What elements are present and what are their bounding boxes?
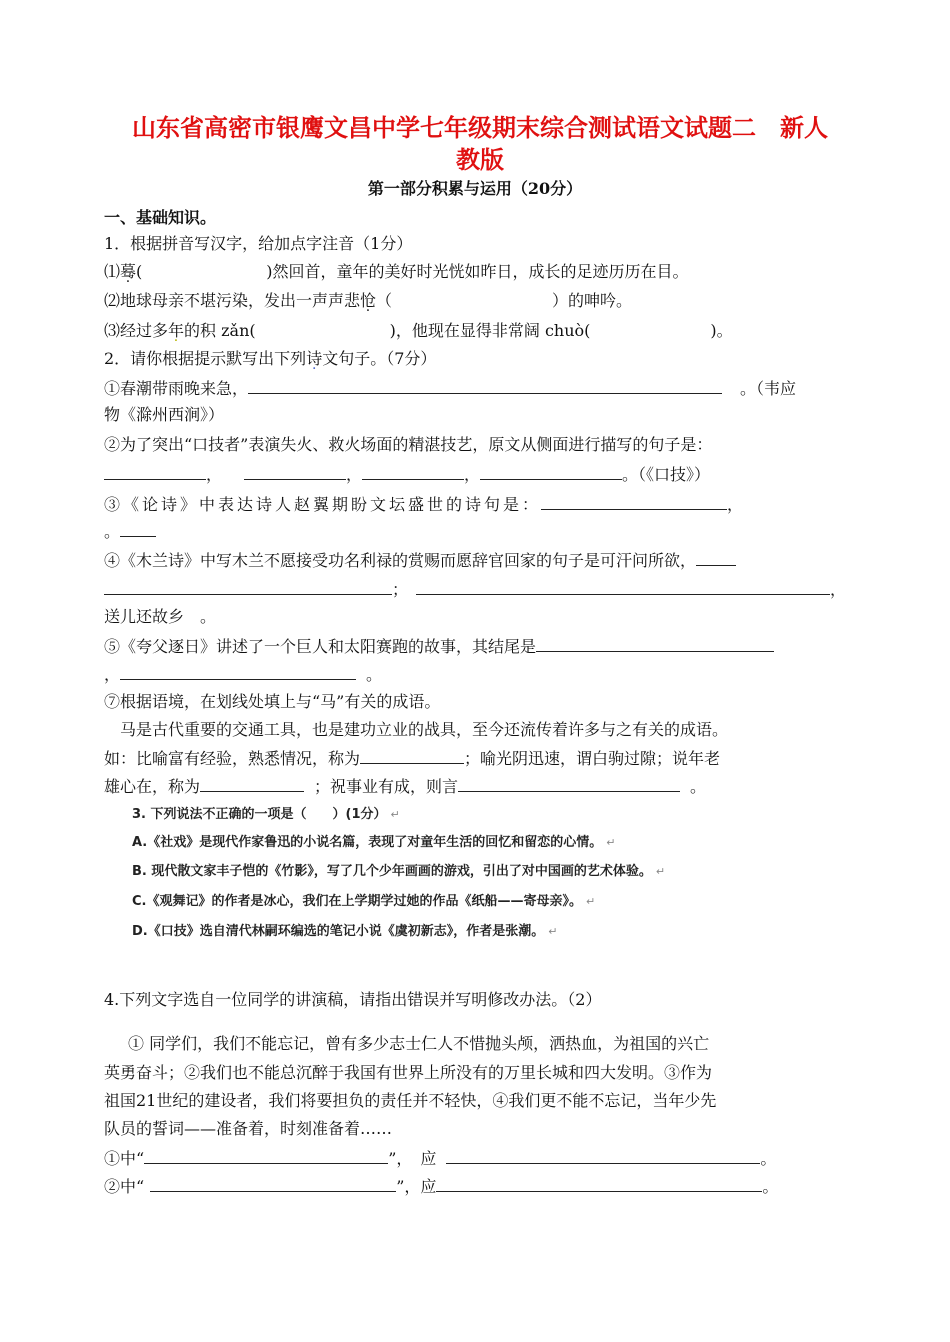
q3-option-d xyxy=(132,921,557,943)
title-line-2: 教版 xyxy=(456,146,504,174)
q2-i4-text: ④《木兰诗》中写木兰不愿接受功名利禄的赏赐而愿辞官回家的句子是可汗问所欲， xyxy=(104,551,697,570)
q2-i7-p3-mid: ；祝事业有成，则言 xyxy=(314,777,459,796)
q2-i2-blank-1[interactable] xyxy=(104,463,206,480)
q4-answer-1 xyxy=(104,1147,776,1170)
title-line-1: 山东省高密市银鹰文昌中学七年级期末综合测试语文试题二 新人 xyxy=(132,114,828,142)
q1-item-a xyxy=(104,261,689,283)
q3-option-c-text: C.《观舞记》的作者是冰心，我们在上学期学过她的作品《纸船——寄母亲》。 xyxy=(132,894,582,909)
q2-i7-para1: 马是古代重要的交通工具，也是建功立业的战具，至今还流传着许多与之有关的成语。 xyxy=(104,720,729,739)
q1-prompt: 1．根据拼音写汉字，给加点字注音（1分） xyxy=(104,234,413,253)
q2-i3-blank[interactable] xyxy=(541,493,727,510)
q2-prompt xyxy=(104,348,436,370)
q2-i1-line2: 物《滁州西涧》） xyxy=(104,405,225,424)
q2-i7-para2 xyxy=(104,747,720,770)
q4-a1-blank-2[interactable] xyxy=(446,1147,760,1164)
q4-a2-blank-2[interactable] xyxy=(436,1175,762,1192)
q1-c-pinyin-1: 的积 zǎn( xyxy=(184,321,256,340)
q2-i7-p2-rest: ；喻光阴迅速，谓白驹过隙；说年老 xyxy=(464,749,721,768)
q1-c-rest: )。 xyxy=(710,321,733,340)
q3-option-d-text: D.《口技》选自清代林嗣环编选的笔记小说《虞初新志》，作者是张潮。 xyxy=(132,924,545,939)
q4-passage-line-1: ① 同学们，我们不能忘记，曾有多少志士仁人不惜抛头颅，洒热血，为祖国的兴亡 xyxy=(112,1034,710,1053)
q3-option-c xyxy=(132,891,595,913)
q3-prompt xyxy=(132,804,400,826)
q1-item-c xyxy=(104,320,733,342)
q2-item-5 xyxy=(104,635,774,658)
q2-i2-sep-3: ， xyxy=(464,465,481,484)
q2-i7-p3-end: 。 xyxy=(690,777,707,796)
q2-item-1 xyxy=(104,377,796,400)
q2-prompt-text: 2．请你根据提示默写出下列 xyxy=(104,349,307,368)
q2-i5-line2 xyxy=(104,663,382,686)
q4-passage-line-2: 英勇奋斗；②我们也不能总沉醉于我国有世界上所没有的万里长城和四大发明。③作为 xyxy=(104,1063,713,1082)
q2-i4-sep: ； xyxy=(392,580,409,599)
return-mark-icon: ↵ xyxy=(548,925,558,938)
q4-a2-label: ②中“ xyxy=(104,1177,145,1196)
q2-i1-rest: 。（韦应 xyxy=(740,379,797,398)
q1-a-open: ( xyxy=(136,262,143,281)
part1-heading: 第一部分积累与运用（20分） xyxy=(367,179,583,198)
q2-i1-blank[interactable] xyxy=(248,377,722,394)
q3-option-a-text: A.《社戏》是现代作家鲁迅的小说名篇，表现了对童年生活的回忆和留恋的心情。 xyxy=(132,835,603,850)
q2-i2-sep-1: ， xyxy=(206,465,223,484)
q2-i2-line1: ②为了突出“口技者”表演失火、救火场面的精湛技艺，原文从侧面进行描写的句子是： xyxy=(104,435,713,454)
q2-i3-line2 xyxy=(104,520,156,543)
q2-i2-blank-3[interactable] xyxy=(362,463,464,480)
q1-b-text: ⑵地球母亲不堪污染，发出一声声悲 xyxy=(104,291,361,310)
q2-i7-line1: ⑦根据语境，在划线处填上与“马”有关的成语。 xyxy=(104,692,441,711)
q2-i3-rest: ， xyxy=(727,495,747,514)
q1-a-rest: )然回首，童年的美好时光恍如昨日，成长的足迹历历在目。 xyxy=(266,262,689,281)
q2-i7-blank-1[interactable] xyxy=(360,747,464,764)
q2-i4-line2 xyxy=(104,578,846,601)
q2-i5-end: 。 xyxy=(366,665,383,684)
q3-prompt-text: 3. 下列说法不正确的一项是（ ）(1分） xyxy=(132,807,387,822)
q3-option-a xyxy=(132,832,615,854)
q2-i4-blank-3[interactable] xyxy=(416,578,830,595)
q1-a-number: ⑴ xyxy=(104,262,121,281)
q1-item-b xyxy=(104,290,632,312)
q2-i2-rest: 。（《口技》） xyxy=(622,465,711,484)
q1-a-dotted-char: 蓦 xyxy=(120,262,137,281)
q2-i4-line3: 送儿还故乡 。 xyxy=(104,607,217,626)
q1-c-dotted-char: 年 xyxy=(168,321,185,340)
q2-i7-blank-3[interactable] xyxy=(458,775,680,792)
q2-item-4 xyxy=(104,549,736,572)
q2-i5-blank-1[interactable] xyxy=(536,635,774,652)
q2-i4-comma: ， xyxy=(830,580,847,599)
q4-passage-line-3: 祖国21世纪的建设者，我们将要担负的责任并不轻快，④我们更不能不忘记，当年少先 xyxy=(104,1091,717,1110)
q4-answer-2 xyxy=(104,1175,778,1198)
q2-i1-text: ①春潮带雨晚来急， xyxy=(104,379,249,398)
q2-i3-text: ③《论诗》中表达诗人赵翼期盼文坛盛世的诗句是： xyxy=(104,495,542,514)
exam-title xyxy=(100,112,860,176)
return-mark-icon: ↵ xyxy=(585,895,596,908)
q2-i4-blank-2[interactable] xyxy=(104,578,392,595)
q2-i5-blank-2[interactable] xyxy=(120,663,356,680)
q2-i2-sep-2: ， xyxy=(346,465,363,484)
return-mark-icon: ↵ xyxy=(655,865,666,878)
q4-a2-mid: ”，应 xyxy=(396,1177,437,1196)
q1-b-dotted-char: 怆 xyxy=(360,291,377,310)
q2-i2-blank-4[interactable] xyxy=(480,463,622,480)
q4-a1-end: 。 xyxy=(760,1149,777,1168)
q4-a1-blank-1[interactable] xyxy=(144,1147,388,1164)
return-mark-icon: ↵ xyxy=(606,836,616,849)
q4-a2-blank-1[interactable] xyxy=(150,1175,396,1192)
q2-i7-para3 xyxy=(104,775,706,798)
q1-c-pinyin-2: )，他现在显得非常阔 chuò( xyxy=(389,321,591,340)
q4-a1-mid: ”， 应 xyxy=(388,1149,437,1168)
q4-a1-label: ①中“ xyxy=(104,1149,145,1168)
q2-i4-blank-1[interactable] xyxy=(696,549,736,566)
q1-b-rest: ）的呻吟。 xyxy=(552,291,633,310)
q3-option-b xyxy=(132,861,665,883)
q2-i3-end: 。 xyxy=(104,522,121,541)
q3-option-b-text: B. 现代散文家丰子恺的《竹影》，写了几个少年画画的游戏，引出了对中国画的艺术体验。 xyxy=(132,864,652,879)
q2-i7-p3-text: 雄心在，称为 xyxy=(104,777,201,796)
section1-heading: 一、基础知识。 xyxy=(104,208,217,227)
q2-i7-blank-2[interactable] xyxy=(200,775,304,792)
q1-c-text: ⑶经过多 xyxy=(104,321,169,340)
q2-i2-blank-2[interactable] xyxy=(244,463,346,480)
q2-i5-comma: ， xyxy=(104,665,121,684)
q2-item-2-blanks xyxy=(104,463,710,486)
q4-prompt: 4.下列文字选自一位同学的讲演稿，请指出错误并写明修改办法。（2） xyxy=(104,990,602,1009)
q4-a2-end: 。 xyxy=(762,1177,779,1196)
q2-prompt-dotted-char: 诗 xyxy=(306,349,323,368)
q2-i5-text: ⑤《夸父逐日》讲述了一个巨人和太阳赛跑的故事，其结尾是 xyxy=(104,637,537,656)
q2-i3-blank-2[interactable] xyxy=(120,520,156,537)
return-mark-icon: ↵ xyxy=(390,808,400,821)
q2-i7-p2-text: 如：比喻富有经验，熟悉情况，称为 xyxy=(104,749,361,768)
q2-prompt-rest: 文句子。（7分） xyxy=(322,349,437,368)
q1-b-open: （ xyxy=(376,291,393,310)
q4-passage-line-4: 队员的誓词——准备着，时刻准备着…… xyxy=(104,1119,393,1138)
q2-item-3 xyxy=(104,493,746,516)
